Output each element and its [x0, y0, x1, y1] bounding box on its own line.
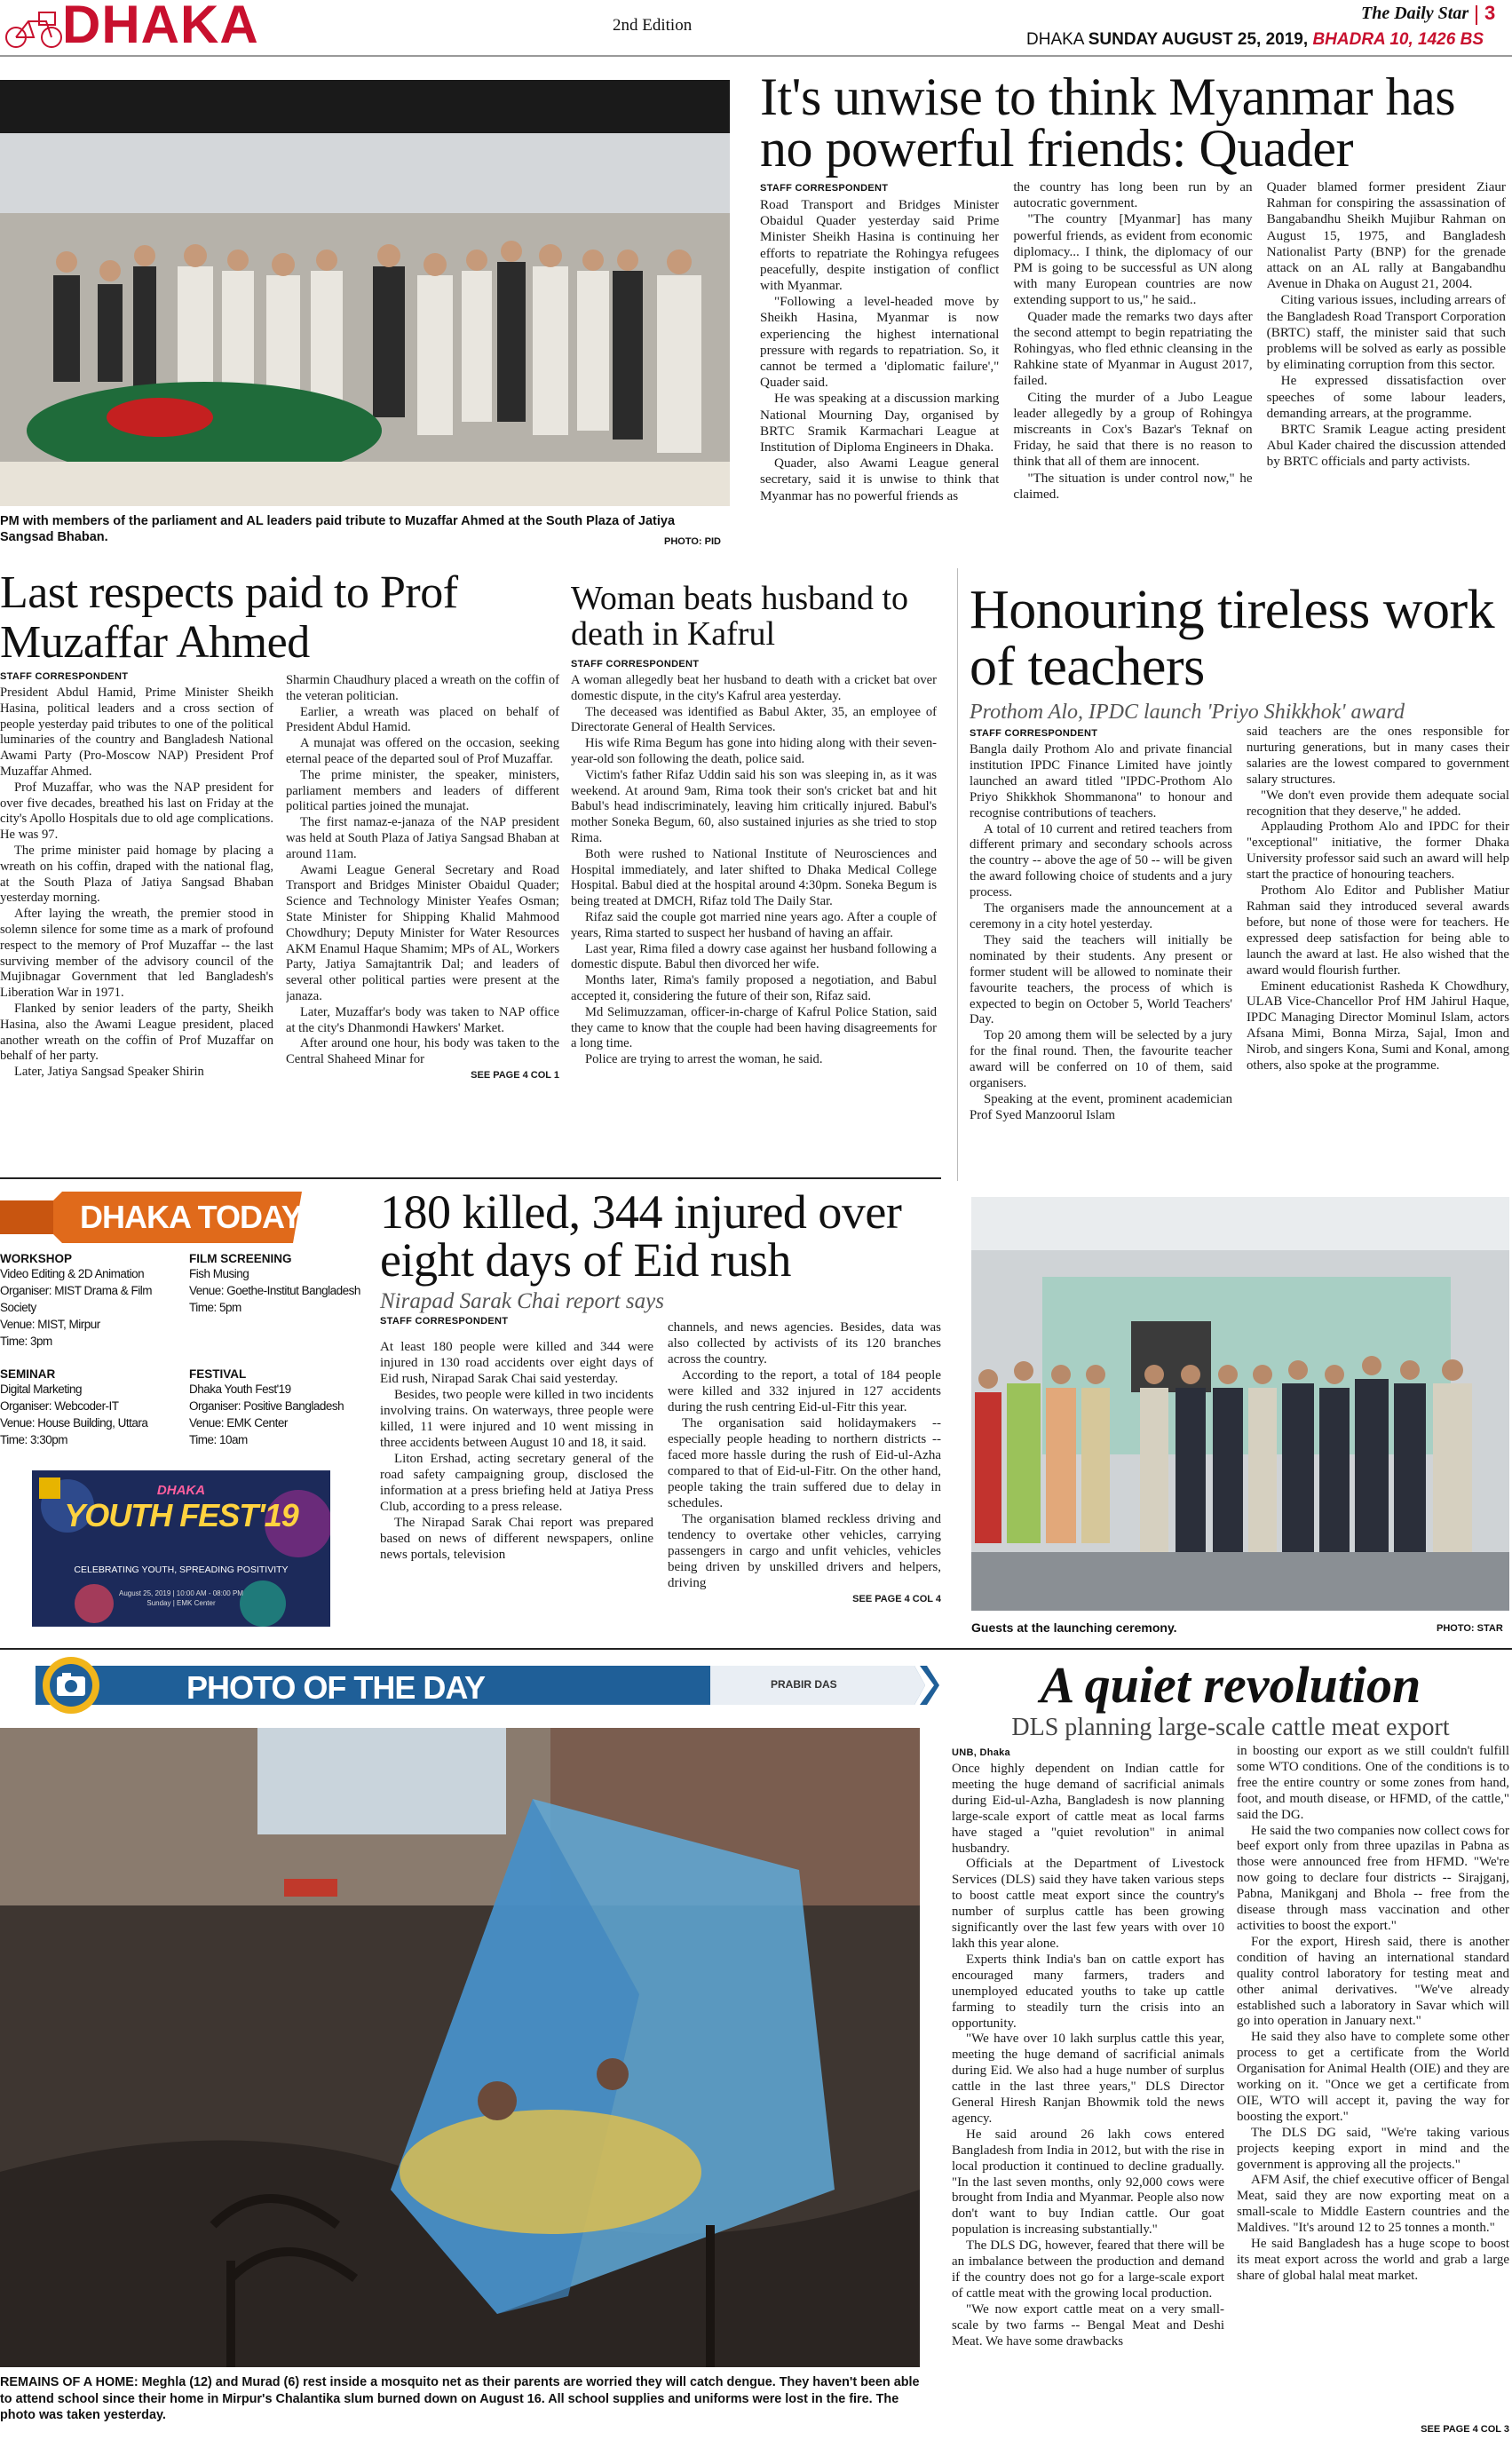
kafrul-headline: Woman beats husband to death in Kafrul: [571, 580, 909, 653]
dateline-city: DHAKA: [1026, 30, 1084, 49]
teachers-article: [970, 582, 1509, 1124]
divider: [0, 1177, 941, 1179]
cattle-article: [952, 1656, 1509, 2350]
eid-byline: STAFF CORRESPONDENT: [380, 1316, 509, 1327]
divider: [0, 1648, 1512, 1650]
quader-col2: the country has long been run by an autocratic government. "The country [Myanmar] has many powerful friends, as evident from economic diplomacy... I think, the diplomacy of our PM is going to be successful as UN along with many European countries are now extending support to us," he said.. Quader made the remarks two days after the second attempt to begin repatriating the Rohingyas, who fled ethnic cleansing in the Rahkine state of Myanmar in August 2017, failed. Citing the murder of a Jubo League leader allegedly by a group of Rohingya miscreants in Cox's Bazar's Teknaf on Friday, he said that there is no reason to think that all of them are innocent. "The situation is under control now," he claimed.: [1013, 179, 1253, 502]
muzaffar-article: [0, 568, 559, 1084]
event-workshop: WORKSHOP Video Editing & 2D Animation Organiser: MIST Drama & Film Society Venue: MIST, Mirpur Time: 3pm: [0, 1252, 153, 1348]
teachers-byline: STAFF CORRESPONDENT: [970, 728, 1098, 739]
cattle-byline: UNB, Dhaka: [952, 1747, 1010, 1758]
teachers-col2: said teachers are the ones responsible for nurturing generations, but in many cases their salaries are the lowest compared to government salary structures. "We don't even provide them adequate social recognition that they deserve," he added. Applauding Prothom Alo and IPDC for their "exceptional" initiative, the former Dhaka University professor said such an award will help start the practice of honouring teachers. Prothom Alo Editor and Publisher Matiur Rahman said they introduced several awards before, but none of those were for teachers. He expressed deep satisfaction for being able to launch the award at last. He also wished that the award would flourish further. Eminent educationist Rasheda K Chowdhury, ULAB Vice-Chancellor Prof HM Jahirul Haque, IPDC Managing Director Mominul Islam, actors Afsana Mimi, Bonna Mirza, Sajal, Imon and Nirob, and singers Kona, Sumi and Konal, among others, also spoke at the programme.: [1247, 725, 1509, 1073]
eid-subhead: Nirapad Sarak Chai report says: [380, 1289, 664, 1313]
teachers-subhead: Prothom Alo, IPDC launch 'Priyo Shikkhok' award: [970, 701, 1405, 724]
section-title: DHAKA: [62, 0, 259, 54]
dateline-date: SUNDAY AUGUST 25, 2019,: [1088, 30, 1309, 49]
muzaffar-col1: President Abdul Hamid, Prime Minister Sheikh Hasina, political leaders and a cross section of people yesterday paid tributes to one of the political luminaries of the country and Bangladesh National Awami Party (Pro-Moscow NAP) President Prof Muzaffar Ahmed. Prof Muzaffar, who was the NAP president for over five decades, breathed his last on Friday at the city's Apollo Hospitals due to old age complications. He was 97. The prime minister paid homage by placing a wreath on his coffin, draped with the national flag, at the South Plaza of Jatiya Sangsad Bhaban yesterday morning. After laying the wreath, the premier stood in solemn silence for some time as a mark of profound respect to the memory of Prof Muzaffar -- the last surviving member of the advisory council of the Mujibnagar Government that led Bangladesh's Liberation War in 1971. Flanked by senior leaders of the party, Sheikh Hasina, also the Awami League president, placed another wreath on the coffin of Prof Muzaffar on behalf of her party. Later, Jatiya Sangsad Speaker Shirin: [0, 685, 273, 1080]
youth-fest-poster: DHAKA YOUTH FEST'19 CELEBRATING YOUTH, SPREADING POSITIVITY August 25, 2019 | 10:00 AM - 08:00 PM Sunday | EMK Center: [32, 1470, 330, 1627]
kafrul-body: A woman allegedly beat her husband to death with a cricket bat over domestic dispute, in the city's Kafrul area yesterday. The deceased was identified as Babul Akter, 35, an employee of Directorate General of Health Services. His wife Rima Begum has gone into hiding along with their seven-year-old son following the death, police said. Victim's father Rifaz Uddin said his son was sleeping in, as it was weekend. At around 9am, Rima took their son's cricket bat and hit Babul's head indiscriminately, leaving him critically injured. Babul's mother Soneka Begum, 60, also sustained injuries as she tried to stop Rima. Both were rushed to National Institute of Neurosciences and Hospital immediately, and later shifted to Dhaka Medical College Hospital. Babul died at the hospital around 4:30pm. Soneka Begum is being treated at DMCH, Rifaz told The Daily Star. Rifaz said the couple got married nine years ago. After a couple of years, Rima started to suspect her husband of having an affair. Last year, Rima filed a dowry case against her husband following a domestic dispute. Babul then divorced her wife. Months later, Rima's family proposed a negotiation, and Babul accepted it, considering the future of their son, Rifaz said. Md Selimuzzaman, officer-in-charge of Kafrul Police Station, said they came to know that the couple had been having disagreements for a long time. Police are trying to arrest the woman, he said.: [571, 673, 937, 1067]
muzaffar-see-page: SEE PAGE 4 COL 1: [471, 1069, 559, 1081]
cattle-subhead: DLS planning large-scale cattle meat export: [1011, 1714, 1450, 1741]
rickshaw-icon: [2, 5, 66, 50]
divider: [1476, 5, 1477, 25]
teachers-col1: Bangla daily Prothom Alo and private financial institution IPDC Finance Limited have jointly launched an award titled "IPDC-Prothom Alo Priyo Shikkhok Shommanona" to honour and recognise contributions of teachers. A total of 10 current and retired teachers from different primary and secondary schools across the country -- above the age of 50 -- will be given the award following choice of students and a jury process. The organisers made the announcement at a ceremony in a city hotel yesterday. They said the teachers will initially be nominated by their students. Any present or former student will be allowed to nominate their favourite teachers, the process of which is expected to begin on October 5, World Teachers' Day. Top 20 among them will be selected by a jury for the final round. Then, the favourite teacher award will be conferred on 10 of them, said organisers. Speaking at the event, prominent academician Prof Syed Manzoorul Islam: [970, 742, 1232, 1122]
cattle-headline: A quiet revolution: [1040, 1656, 1421, 1714]
divider: [957, 568, 958, 1181]
quader-headline: It's unwise to think Myanmar has no powerful friends: Quader: [760, 67, 1456, 178]
paper-name: The Daily Star: [1361, 4, 1469, 23]
dhaka-today-box: [0, 1184, 364, 1628]
ceremony-photo: [971, 1197, 1509, 1611]
page-number: 3: [1484, 2, 1496, 24]
cattle-see-page: SEE PAGE 4 COL 3: [1421, 2424, 1509, 2435]
event-seminar: SEMINAR Digital Marketing Organiser: Webcoder-IT Venue: House Building, Uttara Time: 3:30pm: [0, 1367, 148, 1446]
kafrul-article: [571, 581, 937, 1068]
kafrul-byline: STAFF CORRESPONDENT: [571, 659, 700, 669]
dateline: [1026, 30, 1484, 50]
eid-col2: channels, and news agencies. Besides, data was also collected by activists of its 120 branches across the country. According to the report, a total of 184 people were killed and 332 injured in 127 accidents during the rush centring Eid-ul-Fitr this year. The organisation said holidaymakers -- especially people heading to northern districts -- faced more hassle during the rush of Eid-ul-Azha compared to that of Eid-ul-Fitr. On the other hand, people taking the train suffered due to delay in schedules. The organisation blamed reckless driving and tendency to overtake other vehicles, carrying passengers in cargo and unfit vehicles, vehicles being driven by unskilled drivers and helpers, driving SEE PAGE 4 COL 4: [668, 1319, 941, 1607]
cattle-col2: in boosting our export as we still couldn't fulfill some WTO conditions. One of the conditions is to free the entire country or some zones from hand, foot, and mouth disease, or HFMD, of the cattle," said the DG. He said the two companies now collect cows for beef export only from three upazilas in Pabna as those were announced free from HFMD. "We're now going to declare four districts -- Sirajganj, Pabna, Manikganj and Bhola -- free from the disease through mass vaccination and other activities to boost the export." For the export, Hiresh said, there is another condition of having an international standard quality control laboratory for testing meat and other animal derivatives. "We've already established such a laboratory in Savar which will go into operation in January next." He said they also have to complete some other process to get a certificate from the World Organisation for Animal Health (OIE) and they are working on it. "Once we get a certificate from OIE, WTO will accept it, paving the way for boosting the export." The DLS DG said, "We're taking various projects keeping export in mind and the government is approving all the projects." AFM Asif, the chief executive officer of Bengal Meat, said they are now exporting meat on a small-scale to Middle Eastern countries and the Maldives. "It's around 12 to 25 tonnes a month." He said Bangladesh has a huge scope to boost its meat export across the world and grab a large share of global halal meat market.: [1237, 1744, 1509, 2283]
dhaka-today-title: DHAKA TODAY: [80, 1199, 302, 1235]
eid-headline: 180 killed, 344 injured over eight days of Eid rush: [380, 1185, 902, 1287]
cattle-col1: Once highly dependent on Indian cattle for meeting the huge demand of sacrificial animals during Eid-ul-Azha, Bangladesh is now planning large-scale export of cattle meat as local farms have staged a "quiet revolution" in animal husbandry. Officials at the Department of Livestock Services (DLS) said they have taken various steps to boost cattle meat export since the country's number of surplus cattle has been growing significantly over the last few years with over 10 lakh this year alone. Experts think India's ban on cattle export has encouraged many farmers, traders and unemployed educated youths to take up cattle farming to steadily turn the crisis into an opportunity. "We have over 10 lakh surplus cattle this year, meeting the huge demand of sacrificial animals during Eid. We also had a huge number of surplus cattle in the last three years," DLS Director General Hiresh Ranjan Bhowmik told the news agency. He said around 26 lakh cows entered Bangladesh from India in 2012, but with the rise in local production it continued to decline gradually. "In the last seven months, only 92,000 cows were brought from India and Myanmar. People also now don't want to buy Indian cattle. Our goat population is increasing substantially." The DLS DG, however, feared that there will be an imbalance between the production and demand if the country does not go for a large-scale export of cattle meat with the growing local production. "We now export cattle meat on a very small-scale by two farms -- Bengal Meat and Deshi Meat. We have some drawbacks: [952, 1762, 1224, 2349]
photographer-name: PRABIR DAS: [771, 1678, 837, 1691]
tribute-photo-credit: PHOTO: PID: [664, 536, 721, 547]
edition-label: 2nd Edition: [613, 16, 693, 35]
photo-of-day-title: PHOTO OF THE DAY: [186, 1669, 486, 1706]
eid-col1: At least 180 people were killed and 344 were injured in 130 road accidents over eight days of Eid rush, Nirapad Sarak Chai said yesterday. Besides, two people were killed in two incidents involving trains. On waterways, three people were killed, 11 were injured and 10 went missing in three accidents between August 10 and 18, it said. Liton Ershad, acting secretary general of the road safety campaigning group, disclosed the information at a press briefing held at Jatiya Press Club, according to a press release. The Nirapad Sarak Chai report was prepared based on news of different newspapers, online news portals, television: [380, 1340, 653, 1562]
quader-article: [760, 67, 1506, 504]
dateline-bangla: BHADRA 10, 1426 BS: [1312, 30, 1484, 49]
eid-see-page: SEE PAGE 4 COL 4: [852, 1594, 941, 1604]
masthead: [0, 0, 1512, 57]
quader-col1: Road Transport and Bridges Minister Obaidul Quader yesterday said Prime Minister Sheikh Hasina is continuing her efforts to repatriate the Rohingya refugees peacefully, despite instigation of conflict with Myanmar. "Following a level-headed move by Sheikh Hasina, Myanmar is now experiencing the highest international pressure with regards to repatriation. So, it cannot be termed a 'diplomatic failure'," Quader said. He was speaking at a discussion marking National Mourning Day, organised by BRTC Sramik Karmachari League at Institution of Diploma Engineers in Dhaka. Quader, also Awami League general secretary, said it is unwise to think that Myanmar has no powerful friends as: [760, 197, 1000, 503]
event-film: FILM SCREENING Fish Musing Venue: Goethe-Institut Bangladesh Time: 5pm: [189, 1252, 360, 1314]
photo-of-day-banner: [0, 1657, 941, 1714]
slum-photo: [0, 1728, 920, 2367]
ceremony-photo-credit: PHOTO: STAR: [1437, 1623, 1503, 1634]
muzaffar-col2: Sharmin Chaudhury placed a wreath on the coffin of the veteran politician. Earlier, a wreath was placed on behalf of President Abdul Hamid. A munajat was offered on the occasion, seeking eternal peace of the departed soul of Prof Muzaffar. The prime minister, the speaker, ministers, parliament members and leaders of different political parties joined the munajat. The first namaz-e-janaza of the NAP president was held at South Plaza of Jatiya Sangsad Bhaban at around 11am. Awami League General Secretary and Road Transport and Bridges Minister Obaidul Quader; Science and Technology Minister Yeafes Osman; State Minister for Shipping Khalid Mahmood Chowdhury; Deputy Minister for Water Resources AKM Enamul Haque Shamim; MPs of AL, Workers Party, Jatiya Samajtantrik Dal; and leaders of several other political parties were present at the janaza. Later, Muzaffar's body was taken to NAP office at the city's Dhanmondi Hawkers' Market. After around one hour, his body was taken to the Central Shaheed Minar for SEE PAGE 4 COL 1: [286, 673, 559, 1084]
event-festival: FESTIVAL Dhaka Youth Fest'19 Organiser: Positive Bangladesh Venue: EMK Center Time: 10am: [189, 1367, 344, 1446]
teachers-headline: Honouring tireless work of teachers: [970, 580, 1495, 697]
quader-byline: STAFF CORRESPONDENT: [760, 183, 889, 194]
muzaffar-headline: Last respects paid to Prof Muzaffar Ahmed: [0, 567, 458, 668]
tribute-photo-caption: PM with members of the parliament and AL leaders paid tribute to Muzaffar Ahmed at the South Plaza of Jatiya Sangsad Bhaban.: [0, 514, 676, 544]
muzaffar-byline: STAFF CORRESPONDENT: [0, 671, 129, 682]
eid-article: [380, 1185, 941, 1607]
tribute-photo: [0, 80, 730, 506]
slum-photo-caption: REMAINS OF A HOME: Meghla (12) and Murad (6) rest inside a mosquito net as their parents are worried they will catch dengue. They haven't been able to attend school since their home in Mirpur's Chalantika slum burned down on August 16. All school supplies and uniforms were lost in the fire. The photo was taken yesterday.: [0, 2375, 920, 2423]
quader-col3: Quader blamed former president Ziaur Rahman for conspiring the assassination of Bangabandhu Sheikh Mujibur Rahman on August 15, 1975, and Bangladesh Nationalist Party (BNP) for the grenade attack on an AL rally at Bangabandhu Avenue in Dhaka on August 21, 2004. Citing various issues, including arrears of the Bangladesh Road Transport Corporation (BRTC) staff, the minister said that such problems will be solved as early as possible by eliminating corruption from this sector. He expressed dissatisfaction over speeches of some labour leaders, demanding arrears, at the programme. BRTC Sramik League acting president Abul Kader chaired the discussion attended by BRTC officials and party activists.: [1266, 179, 1506, 470]
ceremony-photo-caption: Guests at the launching ceremony.: [971, 1620, 1177, 1635]
